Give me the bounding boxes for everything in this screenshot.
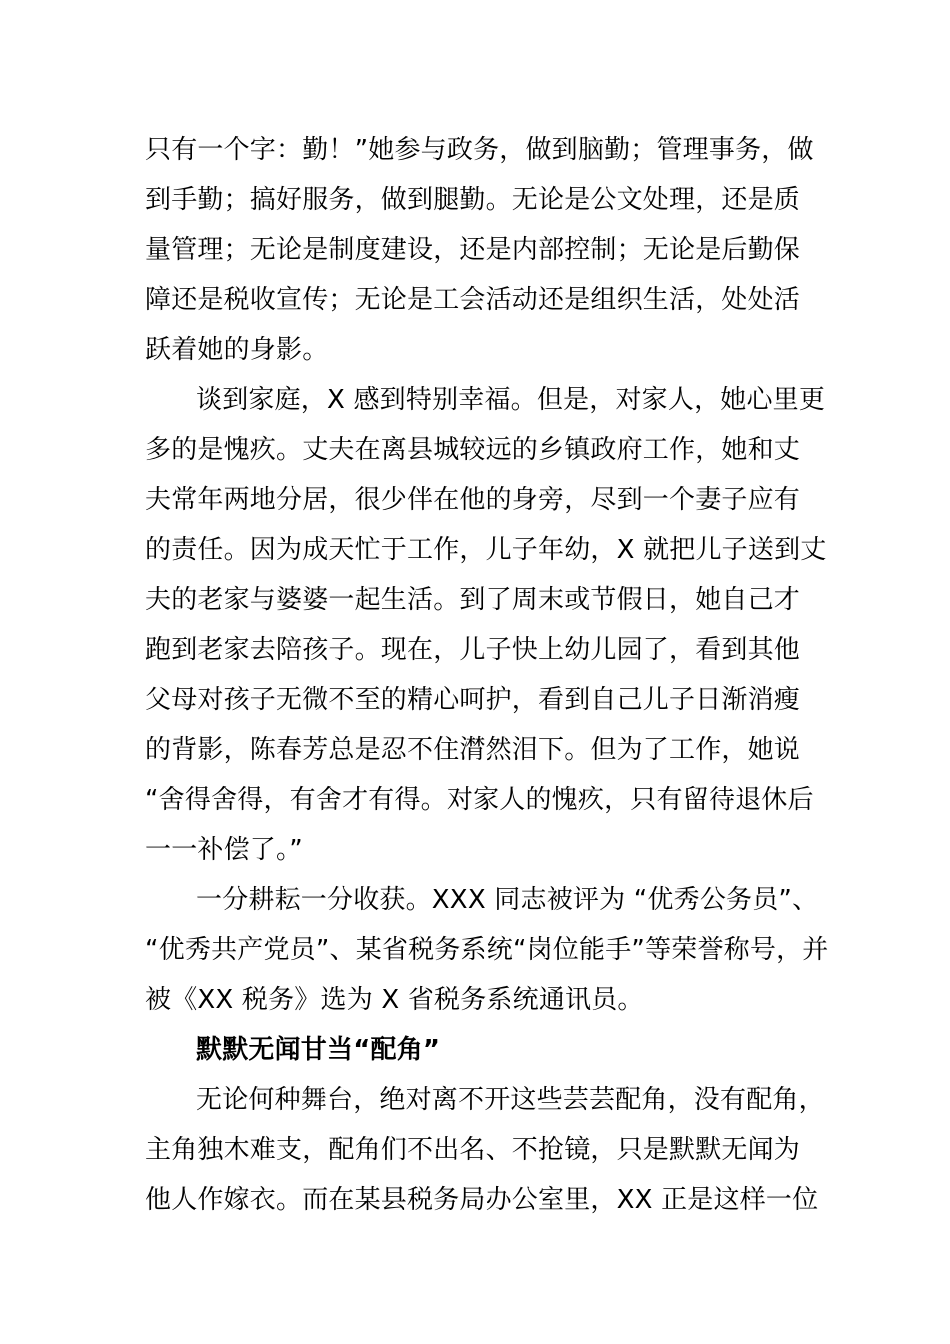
paragraph-line: 夫常年两地分居，很少伴在他的身旁，尽到一个妻子应有 xyxy=(145,485,801,515)
paragraph-line: “优秀共产党员”、某省税务系统“岗位能手”等荣誉称号，并 xyxy=(145,935,829,965)
paragraph-line: 一一补偿了。” xyxy=(145,835,303,865)
paragraph-line: 跑到老家去陪孩子。现在，儿子快上幼儿园了，看到其他 xyxy=(145,635,801,665)
paragraph-line: 到手勤；搞好服务，做到腿勤。无论是公文处理，还是质 xyxy=(145,185,801,215)
paragraph-line: 的背影，陈春芳总是忍不住潸然泪下。但为了工作，她说 xyxy=(145,735,801,765)
paragraph-line: 谈到家庭，X 感到特别幸福。但是，对家人，她心里更 xyxy=(196,385,826,415)
paragraph-line: 一分耕耘一分收获。XXX 同志被评为 “优秀公务员”、 xyxy=(196,885,819,915)
paragraph-line: 的责任。因为成天忙于工作，儿子年幼，X 就把儿子送到丈 xyxy=(145,535,827,565)
paragraph-line: 无论何种舞台，绝对离不开这些芸芸配角，没有配角， xyxy=(196,1085,825,1115)
paragraph-line: 主角独木难支，配角们不出名、不抢镜，只是默默无闻为 xyxy=(145,1135,801,1165)
paragraph-line: 被《XX 税务》选为 X 省税务系统通讯员。 xyxy=(145,985,644,1015)
paragraph-line: 障还是税收宣传；无论是工会活动还是组织生活，处处活 xyxy=(145,285,801,315)
paragraph-line: “舍得舍得，有舍才有得。对家人的愧疚，只有留待退休后 xyxy=(145,785,814,815)
paragraph-line: 他人作嫁衣。而在某县税务局办公室里，XX 正是这样一位 xyxy=(145,1185,819,1215)
paragraph-line: 跃着她的身影。 xyxy=(145,335,329,365)
paragraph-line: 夫的老家与婆婆一起生活。到了周末或节假日，她自己才 xyxy=(145,585,801,615)
paragraph-line: 多的是愧疚。丈夫在离县城较远的乡镇政府工作，她和丈 xyxy=(145,435,801,465)
paragraph-line: 只有一个字：勤！”她参与政务，做到脑勤；管理事务，做 xyxy=(145,135,814,165)
section-heading: 默默无闻甘当“配角” xyxy=(196,1035,441,1065)
paragraph-line: 父母对孩子无微不至的精心呵护，看到自己儿子日渐消瘦 xyxy=(145,685,801,715)
paragraph-line: 量管理；无论是制度建设，还是内部控制；无论是后勤保 xyxy=(145,235,801,265)
